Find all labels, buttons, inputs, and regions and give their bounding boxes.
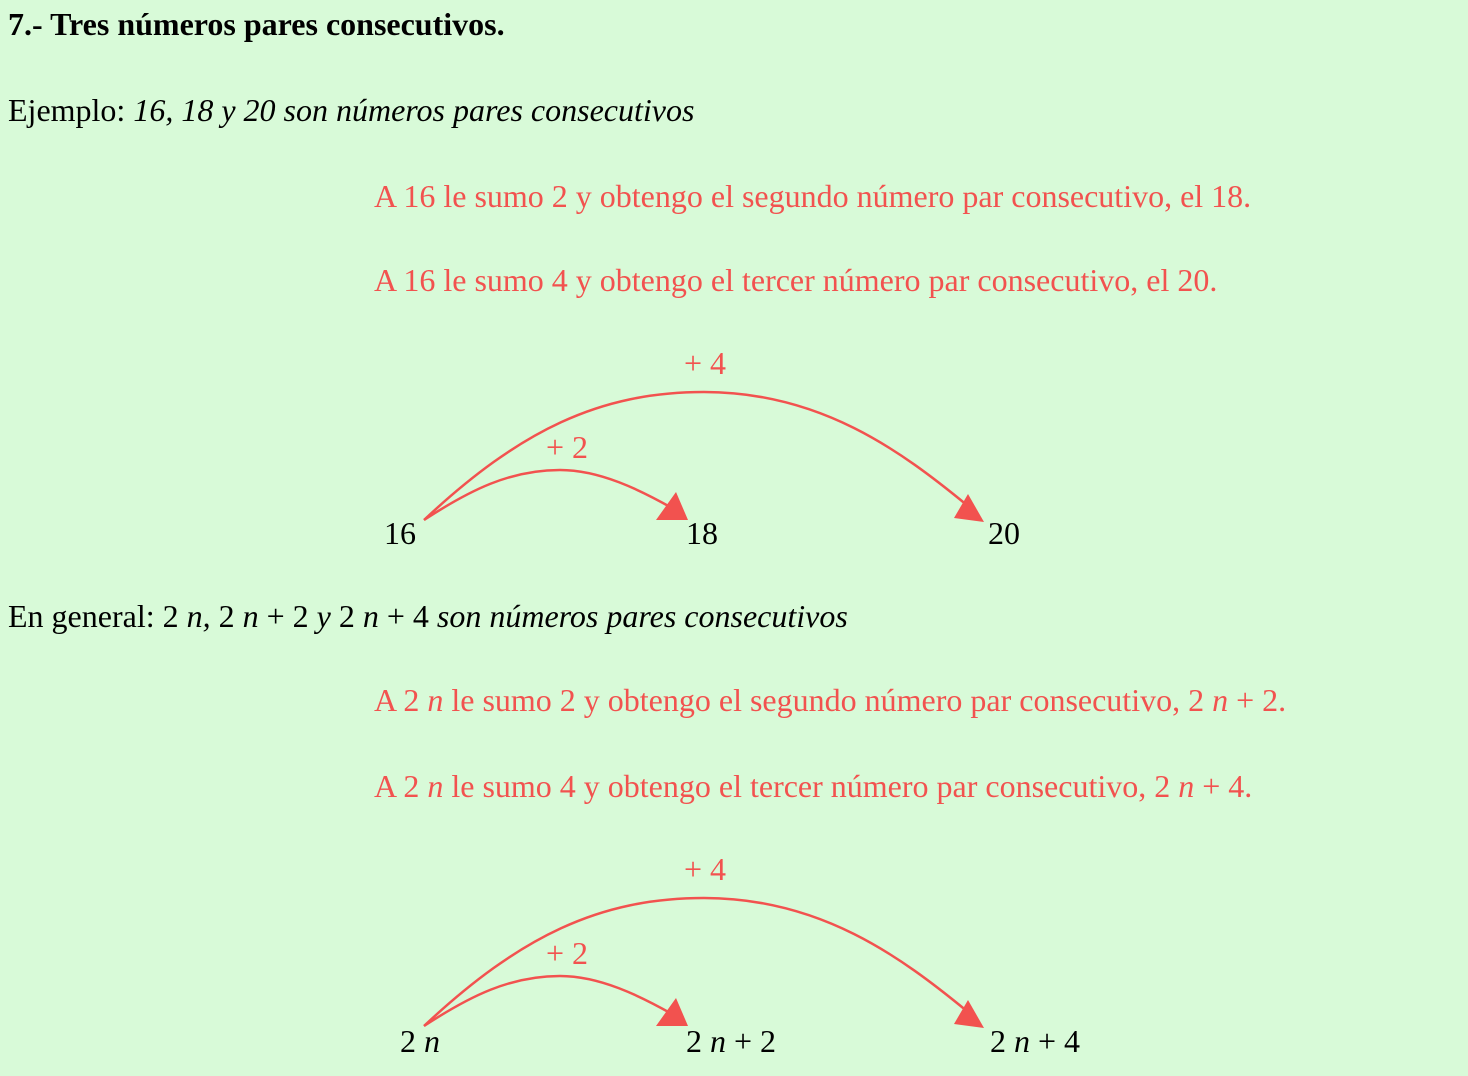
plus4-label-general: + 4 [684,851,727,887]
number-16: 16 [384,515,416,551]
plus2-arrowhead [656,492,688,520]
term-2n4-var: n [1014,1023,1030,1059]
conjunction-y: y [316,598,331,634]
general-explanation-2 [374,768,1252,805]
plus4-arc [424,392,968,520]
example-explanation-1: A 16 le sumo 2 y obtengo el segundo número par consecutivo, el 18. [374,178,1252,214]
term-2n2-add: + 2 [726,1023,777,1059]
expr-2n-coef: 2 [162,598,187,634]
expr-2n2-coef: 2 [210,598,243,634]
expr-2n2-add: + 2 [258,598,317,634]
g1-part-b: le sumo 2 y obtengo el segundo número par consecutivo, 2 [443,682,1213,718]
number-20: 20 [988,515,1020,551]
plus4-label: + 4 [684,345,727,381]
expr-2n2-var: n [242,598,259,634]
term-2n-var: n [424,1023,440,1059]
term-2n4-coef: 2 [990,1023,1014,1059]
plus2-arc [424,470,672,520]
example-label: Ejemplo: [8,92,134,128]
g2-var: n [427,768,444,804]
example-arc-diagram [0,330,1468,570]
general-arc-diagram [0,836,1468,1076]
term-2n4-add: + 4 [1030,1023,1081,1059]
general-tail: son números pares consecutivos [436,598,848,634]
term-2n-plus-4 [990,1023,1080,1059]
number-18: 18 [686,515,718,551]
expr-2n-var: n, [186,598,211,634]
term-2n2-var: n [710,1023,726,1059]
g2-var-2: n [1178,768,1195,804]
term-2n-plus-2 [686,1023,776,1059]
plus4-arc-general [424,898,968,1026]
example-text: 16, 18 y 20 son números pares consecutivos [133,92,695,128]
g1-var-2: n [1212,682,1229,718]
term-2n [400,1023,440,1059]
g1-var: n [427,682,444,718]
g1-part-a: A 2 [374,682,428,718]
g2-part-c: + 4. [1194,768,1253,804]
g2-part-b: le sumo 4 y obtengo el tercer número par consecutivo, 2 [443,768,1179,804]
plus2-label-general: + 2 [546,935,589,971]
general-line [8,598,848,635]
example-line [8,92,694,129]
g2-part-a: A 2 [374,768,428,804]
expr-2n4-add: + 4 [378,598,437,634]
general-explanation-1 [374,682,1286,719]
expr-2n4-var: n [362,598,379,634]
section-title: 7.- Tres números pares consecutivos. [8,6,505,42]
term-2n-coef: 2 [400,1023,424,1059]
expr-2n4-coef: 2 [330,598,363,634]
plus2-arc-general [424,976,672,1026]
general-label: En general: [8,598,163,634]
term-2n2-coef: 2 [686,1023,710,1059]
plus2-label: + 2 [546,429,589,465]
example-explanation-2: A 16 le sumo 4 y obtengo el tercer número par consecutivo, el 20. [374,262,1218,298]
plus2-arrowhead-general [656,998,688,1026]
g1-part-c: + 2. [1228,682,1287,718]
